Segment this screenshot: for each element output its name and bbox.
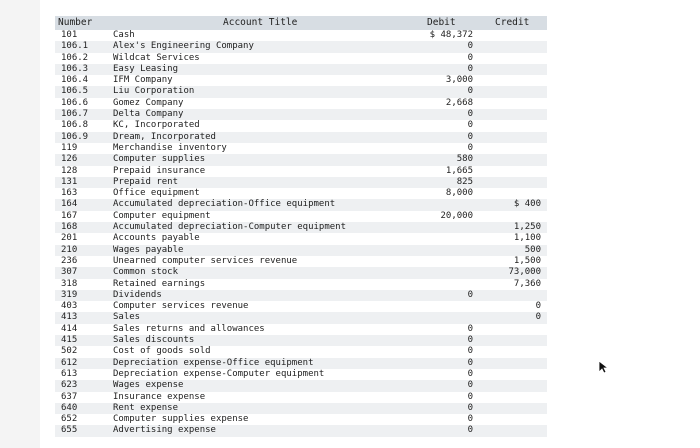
row-number: 640	[61, 402, 78, 413]
row-debit: 0	[467, 142, 473, 153]
row-number: 101	[61, 30, 78, 40]
row-debit: 0	[467, 41, 473, 52]
row-account-title: Wages payable	[113, 244, 184, 255]
row-account-title: Unearned computer services revenue	[113, 255, 298, 266]
row-account-title: Cash	[113, 30, 135, 40]
table-row	[55, 222, 547, 233]
row-number: 106.8	[61, 120, 89, 131]
row-debit: 0	[467, 63, 473, 74]
table-row	[55, 346, 547, 357]
table-row	[55, 166, 547, 177]
row-number: 164	[61, 199, 78, 210]
header-debit: Debit	[427, 17, 456, 28]
row-account-title: Advertising expense	[113, 425, 216, 436]
table-row	[55, 301, 547, 312]
row-debit: 0	[467, 131, 473, 142]
row-debit: 0	[467, 402, 473, 413]
row-credit: 0	[535, 312, 541, 323]
row-debit: 0	[467, 368, 473, 379]
row-number: 307	[61, 267, 78, 278]
row-account-title: Prepaid rent	[113, 176, 179, 187]
row-number: 106.3	[61, 63, 89, 74]
table-row	[55, 233, 547, 244]
row-number: 413	[61, 312, 78, 323]
row-account-title: KC, Incorporated	[113, 120, 200, 131]
row-number: 106.5	[61, 86, 89, 97]
row-debit: 0	[467, 391, 473, 402]
row-debit: 0	[467, 120, 473, 131]
row-account-title: Computer equipment	[113, 210, 211, 221]
table-row	[55, 64, 547, 75]
row-debit: 2,668	[445, 97, 473, 108]
row-account-title: Dream, Incorporated	[113, 131, 216, 142]
row-number: 414	[61, 323, 78, 334]
row-number: 106.7	[61, 109, 89, 120]
row-account-title: Liu Corporation	[113, 86, 195, 97]
header-account-title: Account Title	[223, 17, 298, 28]
header-number: Number	[58, 17, 93, 28]
row-debit: 1,665	[445, 165, 473, 176]
row-number: 318	[61, 278, 78, 289]
table-row	[55, 245, 547, 256]
row-account-title: Gomez Company	[113, 97, 184, 108]
table-row	[55, 98, 547, 109]
row-credit: 73,000	[508, 267, 541, 278]
row-account-title: Sales	[113, 312, 141, 323]
row-credit: 1,100	[513, 233, 541, 244]
row-account-title: Rent expense	[113, 402, 179, 413]
row-number: 403	[61, 301, 78, 312]
table-row	[55, 132, 547, 143]
row-debit: 20,000	[440, 210, 473, 221]
row-credit: 500	[524, 244, 541, 255]
row-account-title: Accounts payable	[113, 233, 200, 244]
row-debit: 0	[467, 425, 473, 436]
table-row	[55, 109, 547, 120]
row-account-title: Accumulated depreciation-Computer equipment	[113, 222, 346, 233]
table-row	[55, 267, 547, 278]
row-account-title: Merchandise inventory	[113, 142, 227, 153]
table-row	[55, 392, 547, 403]
row-number: 126	[61, 154, 78, 165]
row-number: 106.2	[61, 52, 89, 63]
row-credit: 1,250	[513, 222, 541, 233]
table-row	[55, 143, 547, 154]
row-credit: 1,500	[513, 255, 541, 266]
row-number: 106.9	[61, 131, 89, 142]
table-row	[55, 369, 547, 380]
row-number: 502	[61, 346, 78, 357]
table-row	[55, 358, 547, 369]
row-number: 106.4	[61, 75, 89, 86]
row-debit: 0	[467, 335, 473, 346]
row-account-title: Insurance expense	[113, 391, 206, 402]
row-debit: 3,000	[445, 75, 473, 86]
row-debit: 825	[456, 176, 473, 187]
row-debit: 0	[467, 380, 473, 391]
row-credit: 0	[535, 301, 541, 312]
row-number: 168	[61, 222, 78, 233]
table-header	[55, 16, 547, 30]
row-account-title: Computer services revenue	[113, 301, 249, 312]
row-debit: 580	[456, 154, 473, 165]
row-account-title: Cost of goods sold	[113, 346, 211, 357]
row-number: 612	[61, 357, 78, 368]
row-account-title: IFM Company	[113, 75, 173, 86]
row-number: 637	[61, 391, 78, 402]
left-margin	[0, 0, 40, 448]
row-account-title: Prepaid insurance	[113, 165, 206, 176]
row-debit: 0	[467, 86, 473, 97]
row-number: 201	[61, 233, 78, 244]
row-account-title: Dividends	[113, 289, 162, 300]
table-row	[55, 53, 547, 64]
row-account-title: Sales discounts	[113, 335, 195, 346]
table-row	[55, 75, 547, 86]
row-debit: 0	[467, 414, 473, 425]
table-row	[55, 41, 547, 52]
trial-balance-table	[55, 16, 547, 437]
row-account-title: Wages expense	[113, 380, 184, 391]
row-number: 319	[61, 289, 78, 300]
row-number: 655	[61, 425, 78, 436]
table-row	[55, 312, 547, 323]
row-credit: 7,360	[513, 278, 541, 289]
row-account-title: Computer supplies	[113, 154, 206, 165]
table-row	[55, 335, 547, 346]
row-number: 163	[61, 188, 78, 199]
row-debit: 0	[467, 109, 473, 120]
table-row	[55, 120, 547, 131]
row-number: 106.6	[61, 97, 89, 108]
table-row	[55, 279, 547, 290]
table-row	[55, 414, 547, 425]
table-row	[55, 425, 547, 436]
row-number: 128	[61, 165, 78, 176]
table-row	[55, 177, 547, 188]
row-credit: $ 400	[513, 199, 541, 210]
row-number: 613	[61, 368, 78, 379]
row-debit: 0	[467, 52, 473, 63]
row-debit: 0	[467, 357, 473, 368]
table-row	[55, 324, 547, 335]
row-account-title: Wildcat Services	[113, 52, 200, 63]
row-account-title: Retained earnings	[113, 278, 206, 289]
row-number: 167	[61, 210, 78, 221]
row-debit: 0	[467, 346, 473, 357]
row-account-title: Delta Company	[113, 109, 184, 120]
row-account-title: Easy Leasing	[113, 63, 179, 74]
row-number: 210	[61, 244, 78, 255]
table-row	[55, 154, 547, 165]
row-debit: 8,000	[445, 188, 473, 199]
row-account-title: Accumulated depreciation-Office equipment	[113, 199, 336, 210]
row-debit: 0	[467, 323, 473, 334]
table-row	[55, 188, 547, 199]
row-number: 236	[61, 255, 78, 266]
mouse-cursor-icon	[598, 360, 610, 374]
table-row	[55, 380, 547, 391]
table-row	[55, 30, 547, 41]
row-number: 106.1	[61, 41, 89, 52]
table-row	[55, 290, 547, 301]
table-row	[55, 256, 547, 267]
row-account-title: Depreciation expense-Office equipment	[113, 357, 314, 368]
row-number: 119	[61, 142, 78, 153]
row-account-title: Depreciation expense-Computer equipment	[113, 368, 325, 379]
row-number: 131	[61, 176, 78, 187]
table-row	[55, 86, 547, 97]
row-number: 623	[61, 380, 78, 391]
table-row	[55, 403, 547, 414]
row-account-title: Common stock	[113, 267, 179, 278]
row-account-title: Alex's Engineering Company	[113, 41, 254, 52]
row-account-title: Office equipment	[113, 188, 200, 199]
table-body	[55, 30, 547, 437]
row-debit: $ 48,372	[429, 30, 473, 40]
table-row	[55, 199, 547, 210]
row-debit: 0	[467, 289, 473, 300]
row-account-title: Sales returns and allowances	[113, 323, 265, 334]
row-number: 652	[61, 414, 78, 425]
header-credit: Credit	[495, 17, 530, 28]
table-row	[55, 211, 547, 222]
row-number: 415	[61, 335, 78, 346]
row-account-title: Computer supplies expense	[113, 414, 249, 425]
